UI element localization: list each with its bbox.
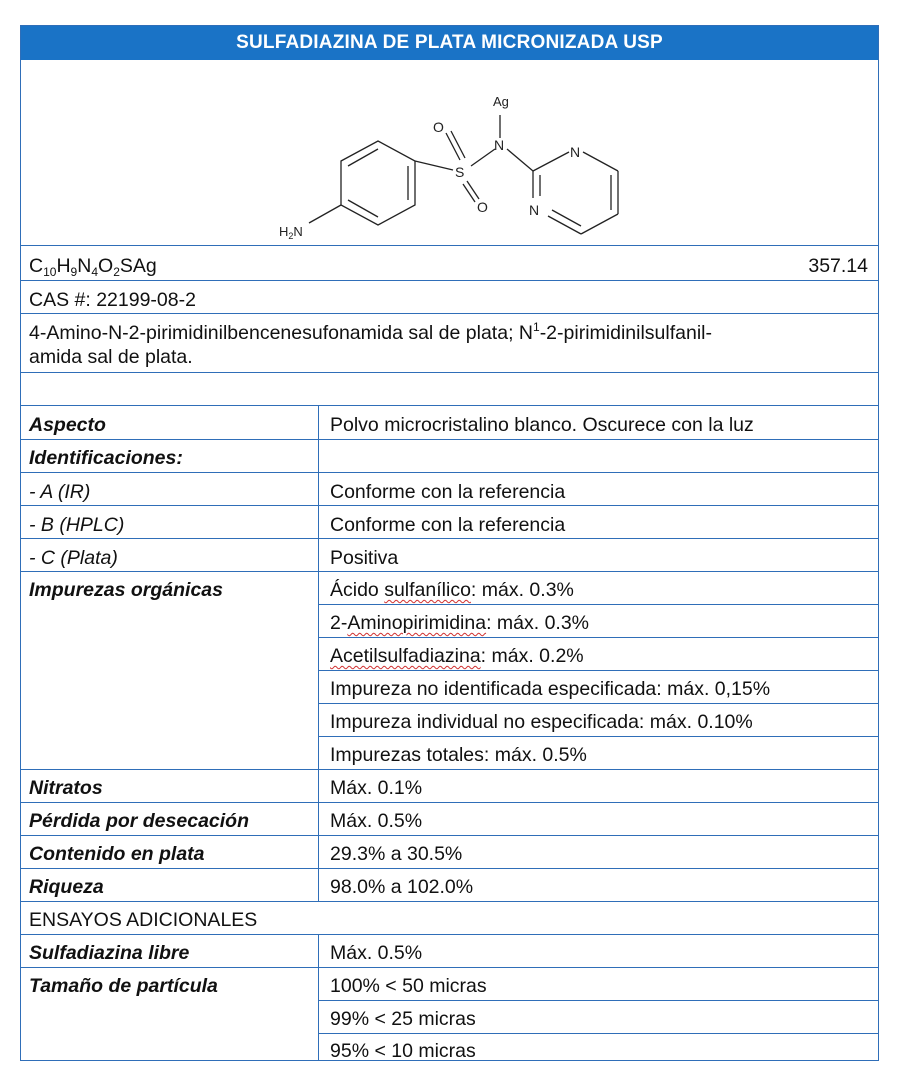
nitratos-value: Máx. 0.1% [330,777,423,799]
impurezas-label: Impurezas orgánicas [29,579,223,601]
molecular-formula: $C_{10}H_9N_4O_2SAg$ [29,255,157,279]
ring-n-top: N [570,144,581,160]
impureza-6: Impurezas totales: máx. 0.5% [330,744,587,766]
aspecto-value: Polvo microcristalino blanco. Oscurece con la luz [330,414,754,436]
impureza-2: 2-Aminopirimidina: máx. 0.3% [330,612,590,634]
tamano-1: 100% < 50 micras [330,975,487,997]
impureza-5: Impureza individual no especificada: máx. 0.10% [330,711,753,733]
ident-c-value: Positiva [330,547,399,569]
impureza-1: Ácido sulfanílico: máx. 0.3% [330,579,574,601]
s-label: S [455,164,465,180]
chemical-name-line2: amida sal de plata. [29,346,193,368]
sulfadiazina-libre-label: Sulfadiazina libre [29,942,190,964]
n-label: N [494,137,505,153]
contenido-value: 29.3% a 30.5% [330,843,463,865]
contenido-label: Contenido en plata [29,843,205,865]
impureza-3: Acetilsulfadiazina: máx. 0.2% [330,645,584,667]
tamano-2: 99% < 25 micras [330,1008,476,1030]
chemical-name-line1: 4-Amino-N-2-pirimidinilbencenesufonamida sal de plata; $N^1-2-pirimidinilsulfanil-$ [29,320,712,344]
identificaciones-label: Identificaciones: [29,447,183,469]
ident-c-label: - C (Plata) [29,547,118,569]
perdida-value: Máx. 0.5% [330,810,423,832]
molecular-weight: 357.14 [808,255,868,277]
sheet-title: SULFADIAZINA DE PLATA MICRONIZADA USP [21,26,878,60]
impureza-4: Impureza no identificada especificada: máx. 0,15% [330,678,771,700]
ident-a-label: - A (IR) [29,481,91,503]
ag-label: Ag [493,94,509,109]
o-label-bottom: O [477,199,488,215]
tamano-label: Tamaño de partícula [29,975,218,997]
ring-n-bottom: N [529,202,540,218]
ident-a-value: Conforme con la referencia [330,481,566,503]
spec-sheet [20,25,879,1061]
nitratos-label: Nitratos [29,777,103,799]
tamano-3: 95% < 10 micras [330,1040,476,1062]
ident-b-label: - B (HPLC) [29,514,125,536]
amine-h-label: $H_2N$ [279,224,303,241]
ident-b-value: Conforme con la referencia [330,514,566,536]
o-label-top: O [433,119,444,135]
perdida-label: Pérdida por desecación [29,810,249,832]
riqueza-value: 98.0% a 102.0% [330,876,474,898]
ensayos-adicionales-heading: ENSAYOS ADICIONALES [29,909,258,931]
aspecto-label: Aspecto [29,414,106,436]
riqueza-label: Riqueza [29,876,104,898]
cas-number: CAS #: 22199-08-2 [29,289,196,311]
sulfadiazina-libre-value: Máx. 0.5% [330,942,423,964]
chemical-structure [21,60,878,245]
